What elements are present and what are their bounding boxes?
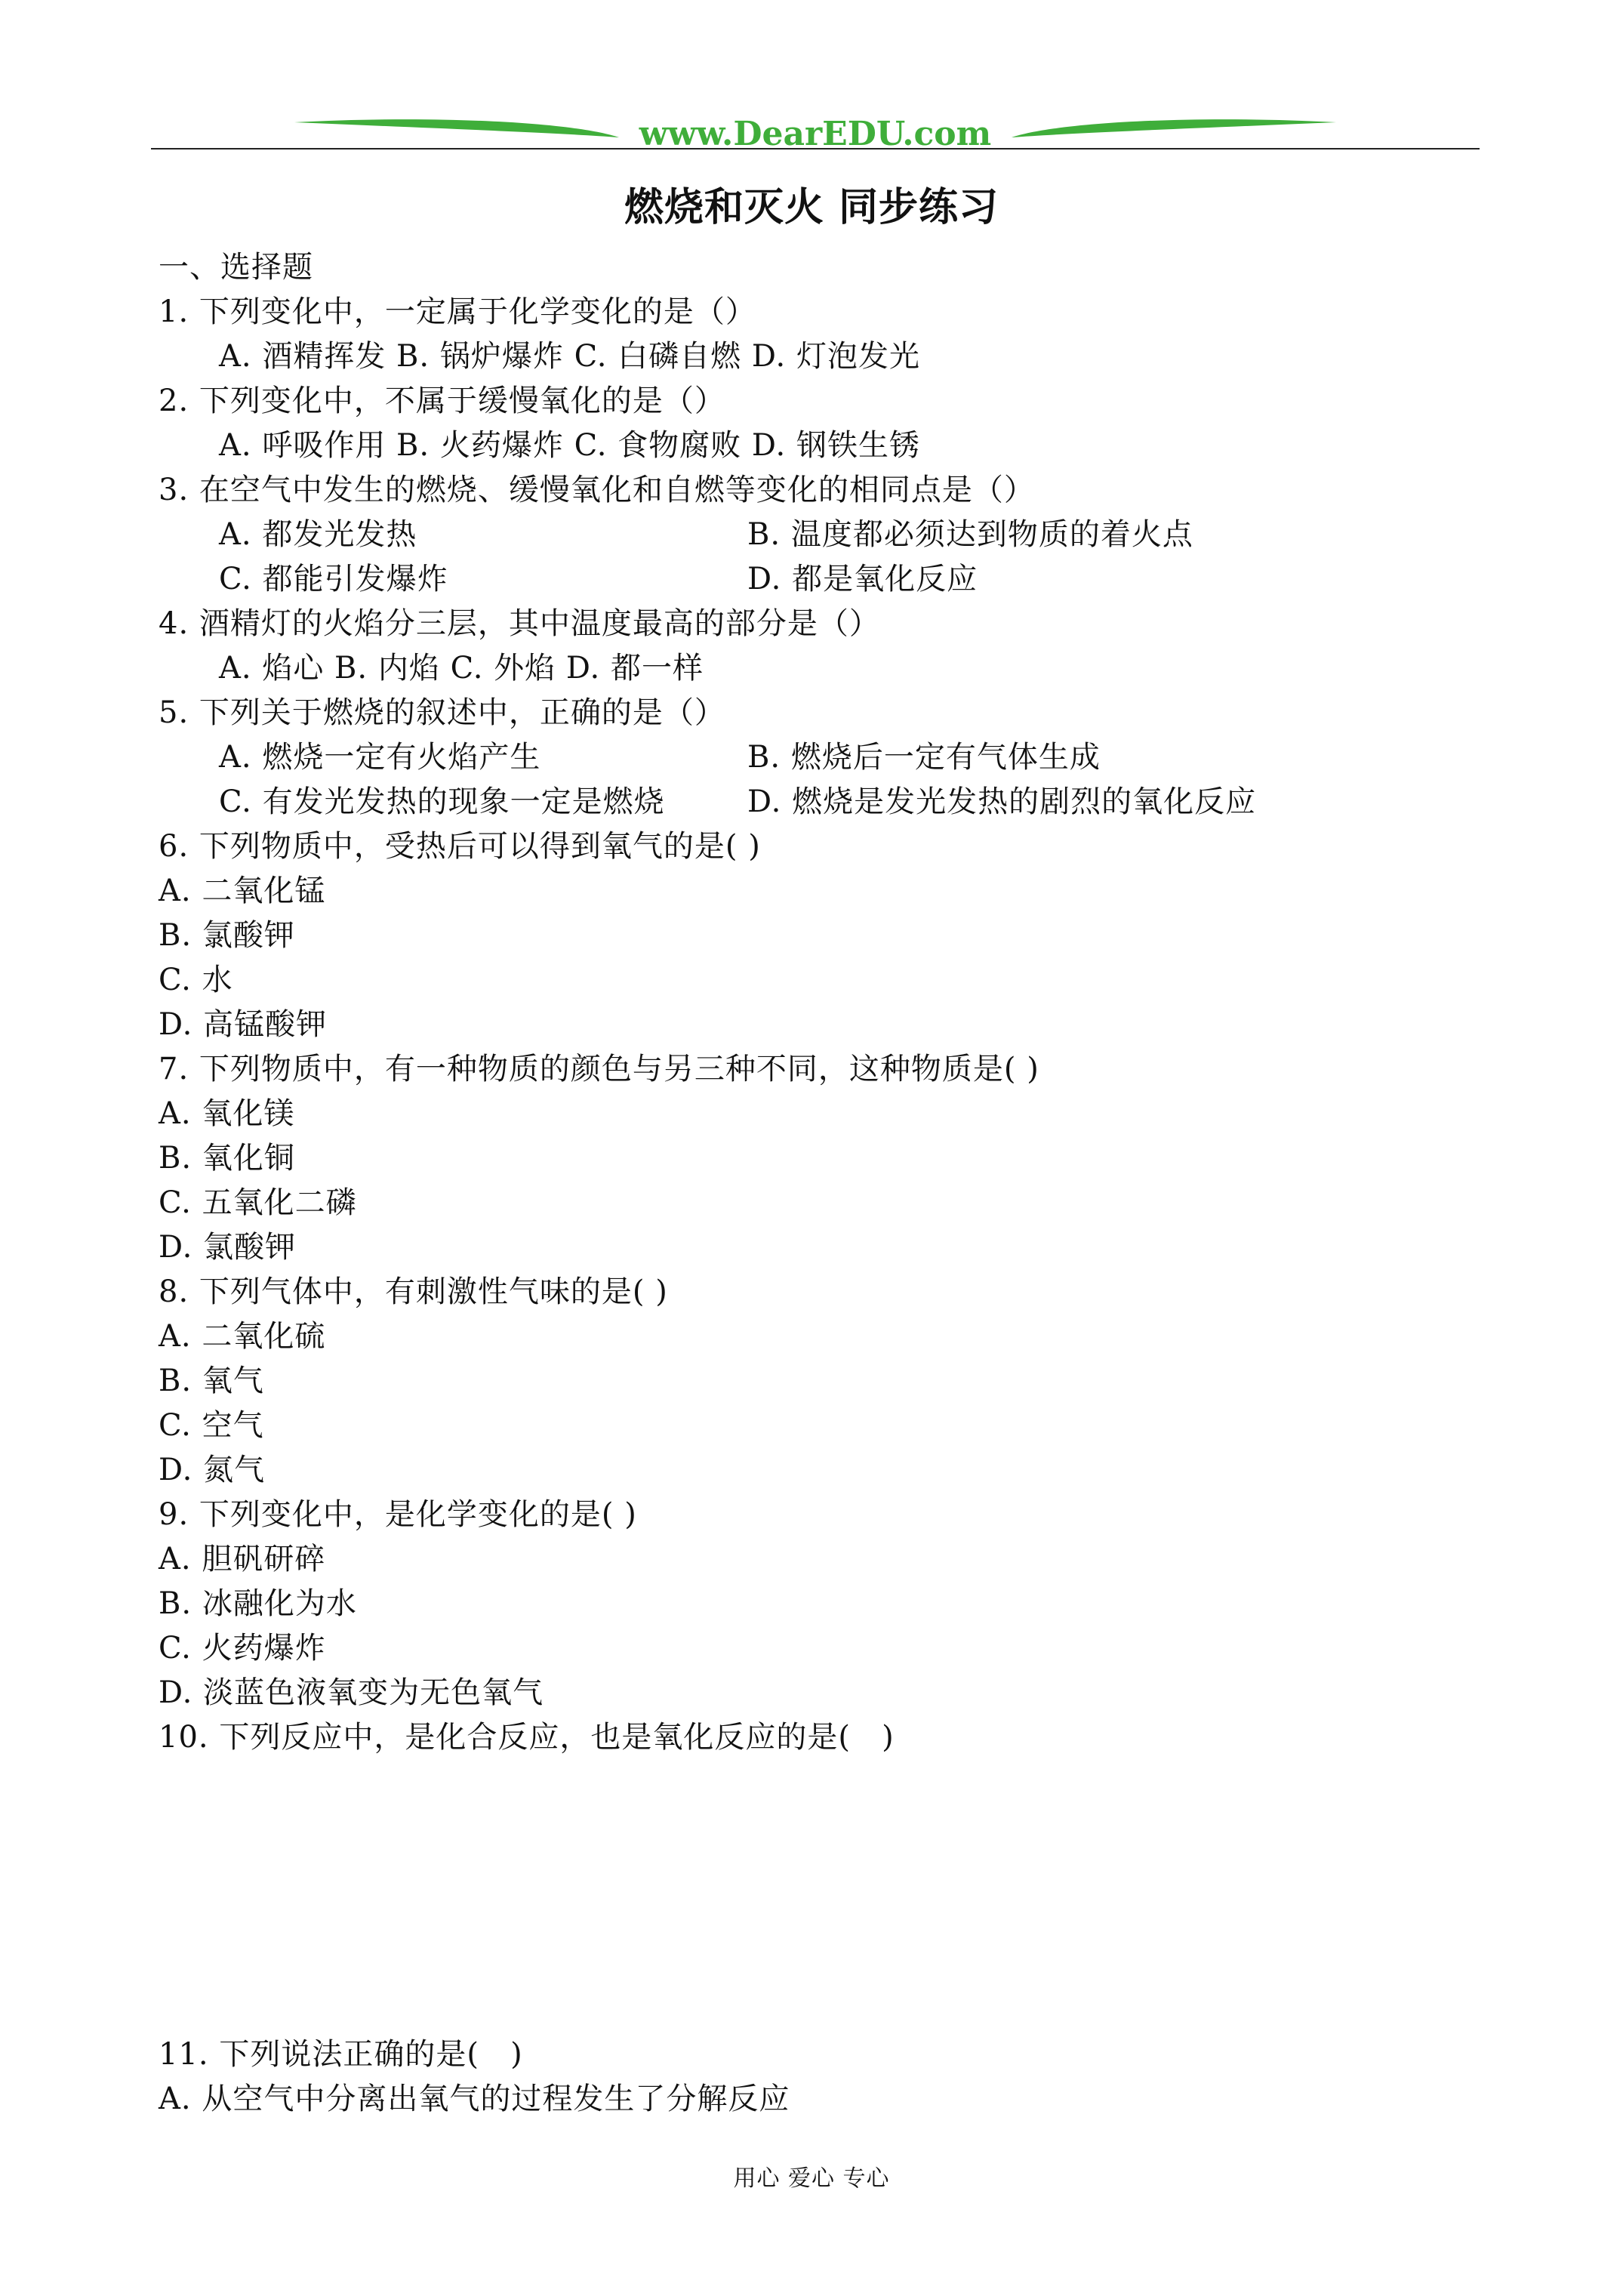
question-8-option-d: D. 氮气: [159, 1453, 266, 1487]
question-7-option-b: B. 氧化铜: [159, 1141, 295, 1176]
question-3: 3. 在空气中发生的燃烧、缓慢氧化和自燃等变化的相同点是（）: [159, 473, 1035, 507]
question-5-option-c: C. 有发光发热的现象一定是燃烧: [219, 784, 665, 819]
question-6: 6. 下列物质中，受热后可以得到氧气的是( ): [159, 829, 761, 864]
logo-swoosh-right: [1012, 119, 1336, 137]
question-7-option-c: C. 五氧化二磷: [159, 1185, 357, 1220]
page-title: 燃烧和灭火 同步练习: [624, 184, 999, 230]
question-3-option-b: B. 温度都必须达到物质的着火点: [747, 517, 1193, 552]
question-6-option-c: C. 水: [159, 963, 233, 997]
question-1-options: A. 酒精挥发 B. 锅炉爆炸 C. 白磷自燃 D. 灯泡发光: [219, 339, 920, 374]
question-5-option-d: D. 燃烧是发光发热的剧烈的氧化反应: [747, 784, 1257, 819]
site-logo: [287, 106, 1344, 159]
question-7: 7. 下列物质中，有一种物质的颜色与另三种不同，这种物质是( ): [159, 1052, 1039, 1086]
question-4: 4. 酒精灯的火焰分三层，其中温度最高的部分是（）: [159, 606, 880, 641]
question-8: 8. 下列气体中，有刺激性气味的是( ): [159, 1274, 668, 1309]
question-6-option-a: A. 二氧化锰: [159, 874, 326, 908]
question-4-options: A. 焰心 B. 内焰 C. 外焰 D. 都一样: [219, 651, 704, 686]
question-3-option-d: D. 都是氧化反应: [747, 562, 978, 596]
header-divider: [151, 148, 1480, 149]
section-heading: 一、选择题: [159, 250, 313, 285]
logo-text: www.DearEDU.com: [639, 115, 992, 153]
question-9-option-d: D. 淡蓝色液氧变为无色氧气: [159, 1675, 544, 1710]
question-6-option-d: D. 高锰酸钾: [159, 1007, 328, 1042]
logo-swoosh-left: [294, 119, 619, 137]
question-3-option-c: C. 都能引发爆炸: [219, 562, 448, 596]
question-9: 9. 下列变化中，是化学变化的是( ): [159, 1497, 637, 1532]
page-footer: 用心 爱心 专心: [733, 2165, 890, 2192]
question-11: 11. 下列说法正确的是( ): [159, 2037, 523, 2072]
question-7-option-a: A. 氧化镁: [159, 1096, 295, 1131]
question-5: 5. 下列关于燃烧的叙述中，正确的是（）: [159, 695, 725, 730]
question-8-option-c: C. 空气: [159, 1408, 264, 1443]
question-5-option-b: B. 燃烧后一定有气体生成: [747, 740, 1101, 775]
question-10: 10. 下列反应中，是化合反应，也是氧化反应的是( ): [159, 1720, 895, 1755]
question-9-option-b: B. 冰融化为水: [159, 1586, 357, 1621]
question-9-option-a: A. 胆矾研碎: [159, 1542, 326, 1576]
question-3-option-a: A. 都发光发热: [219, 517, 417, 552]
question-1: 1. 下列变化中，一定属于化学变化的是（）: [159, 294, 756, 329]
question-7-option-d: D. 氯酸钾: [159, 1230, 297, 1265]
question-11-option-a: A. 从空气中分离出氧气的过程发生了分解反应: [159, 2082, 790, 2116]
question-2: 2. 下列变化中，不属于缓慢氧化的是（）: [159, 384, 725, 418]
question-2-options: A. 呼吸作用 B. 火药爆炸 C. 食物腐败 D. 钢铁生锈: [219, 428, 920, 463]
question-8-option-a: A. 二氧化硫: [159, 1319, 326, 1354]
question-8-option-b: B. 氧气: [159, 1364, 264, 1398]
question-5-option-a: A. 燃烧一定有火焰产生: [219, 740, 541, 775]
question-6-option-b: B. 氯酸钾: [159, 918, 295, 953]
question-9-option-c: C. 火药爆炸: [159, 1631, 326, 1666]
